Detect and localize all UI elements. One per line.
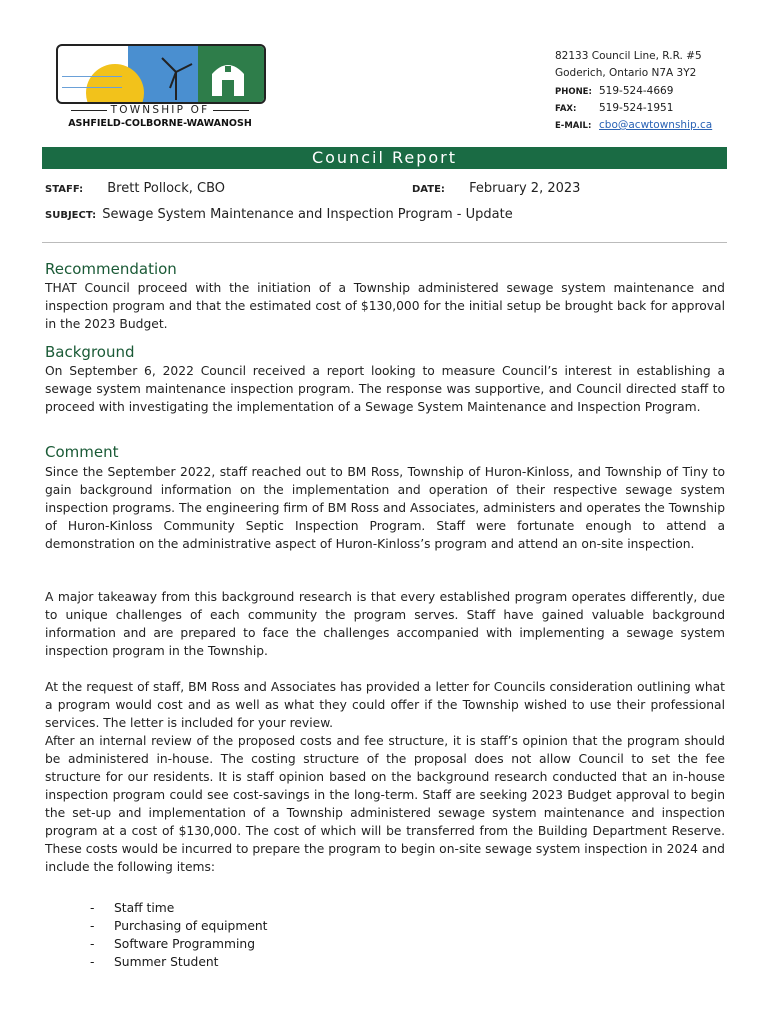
items-list	[90, 899, 268, 971]
report-title-banner: Council Report	[42, 147, 727, 169]
comment-paragraph-3: At the request of staff, BM Ross and Associates has provided a letter for Councils consideration outlining what a program would cost and as well as what they could offer if the Township wished to use their professional services. The letter is included for your review.	[45, 680, 725, 730]
phone-label: PHONE:	[555, 87, 592, 97]
water-lines-icon	[62, 76, 122, 88]
background-heading: Background	[45, 343, 135, 361]
date-value: February 2, 2023	[469, 181, 581, 196]
staff-field	[45, 181, 225, 196]
date-field	[412, 181, 580, 196]
comment-paragraph-1: Since the September 2022, staff reached out to BM Ross, Township of Huron-Kinloss, and Township of Tiny to gain background information on the implementation and operation of their respective sewage system inspection programs. The engineering firm of BM Ross and Associates, administers and operates the Township of Huron-Kinloss Community Septic Inspection Program. Staff were fortunate enough to attend a demonstration on the administrative aspect of Huron-Kinloss’s program and attend an on-site inspection.	[45, 465, 725, 551]
subject-value: Sewage System Maintenance and Inspection Program - Update	[102, 207, 513, 222]
fax-label: FAX:	[555, 104, 577, 114]
date-label: DATE:	[412, 184, 445, 195]
windmill-icon	[158, 54, 194, 100]
logo-emblem	[56, 44, 266, 104]
divider	[42, 242, 727, 243]
email-label: E-MAIL:	[555, 121, 592, 131]
list-item: - Summer Student	[90, 953, 268, 971]
email-link[interactable]: cbo@acwtownship.ca	[599, 119, 713, 131]
logo-township-label: TOWNSHIP OF	[54, 104, 266, 116]
comment-paragraph-2: A major takeaway from this background research is that every established program operates differently, due to unique challenges of each community the program serves. Staff have gained valuable background information and are prepared to face the challenges accompanied with implementing a sewage system inspection program in the Township.	[45, 590, 725, 658]
address-line-1: 82133 Council Line, R.R. #5	[555, 50, 702, 62]
comment-heading: Comment	[45, 443, 119, 461]
subject-field	[45, 207, 513, 222]
fax-row	[555, 100, 712, 117]
logo-township-name: ASHFIELD-COLBORNE-WAWANOSH	[68, 118, 252, 129]
subject-label: SUBJECT:	[45, 210, 97, 221]
address-line-2: Goderich, Ontario N7A 3Y2	[555, 67, 697, 79]
fax-value: 519-524-1951	[599, 102, 674, 114]
recommendation-text: THAT Council proceed with the initiation of a Township administered sewage system maintenance and inspection program and that the estimated cost of $130,000 for the initial setup be brought back for approval in the 2023 Budget.	[45, 281, 725, 331]
comment-paragraph-4: After an internal review of the proposed costs and fee structure, it is staff’s opinion that the program should be administered in-house. The costing structure of the proposal does not allow Council to set the fee structure for our residents. It is staff opinion based on the background research conducted that an in-house inspection program could see cost-savings in the long-term. Staff are seeking 2023 Budget approval to begin the set-up and implementation of a Township administered sewage system maintenance and inspection program at a cost of $130,000. The cost of which will be transferred from the Building Department Reserve. These costs would be incurred to prepare the program to begin on-site sewage system inspection in 2024 and include the following items:	[45, 734, 725, 874]
staff-value: Brett Pollock, CBO	[107, 181, 225, 196]
list-item: - Staff time	[90, 899, 268, 917]
background-text: On September 6, 2022 Council received a report looking to measure Council’s interest in establishing a sewage system maintenance inspection program. The response was supportive, and Council directed staff to proceed with investigating the implementation of a Sewage System Maintenance and Inspection Program.	[45, 364, 725, 414]
email-row	[555, 117, 712, 134]
recommendation-heading: Recommendation	[45, 260, 177, 278]
barn-icon	[208, 56, 248, 96]
phone-value: 519-524-4669	[599, 85, 674, 97]
list-item: - Purchasing of equipment	[90, 917, 268, 935]
staff-label: STAFF:	[45, 184, 84, 195]
address-block	[555, 48, 702, 82]
contact-block	[555, 83, 712, 134]
phone-row	[555, 83, 712, 100]
township-logo	[54, 44, 266, 130]
list-item: - Software Programming	[90, 935, 268, 953]
